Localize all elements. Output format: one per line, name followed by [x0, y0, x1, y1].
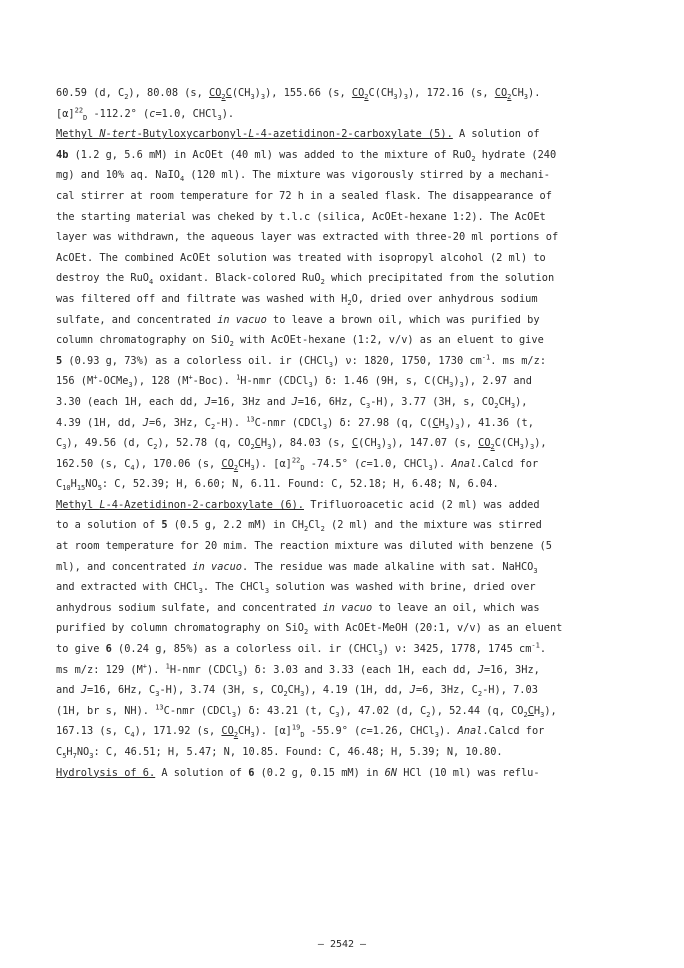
text-line	[56, 355, 656, 376]
text-run: 156 (M	[56, 375, 94, 388]
text-run: C	[351, 437, 359, 450]
text-run: +	[188, 373, 193, 382]
text-run: H-nmr (CDCl	[240, 375, 309, 388]
text-run: C	[56, 478, 63, 491]
text-run: C(CH	[494, 437, 520, 450]
text-run: 4b	[56, 148, 69, 161]
text-line	[56, 128, 656, 149]
text-run: 3	[308, 381, 313, 390]
text-run: =1.0, CHCl	[366, 457, 429, 470]
text-run: +	[93, 373, 98, 382]
text-run: =1.0, CHCl	[155, 107, 218, 120]
text-run: Anal	[451, 457, 477, 470]
text-run: 1	[165, 662, 170, 671]
text-run: 2	[303, 628, 309, 637]
text-run: ).	[528, 87, 541, 99]
text-run: CH	[238, 457, 251, 470]
text-run: +	[142, 662, 148, 671]
text-run: to leave an oil, which was	[372, 601, 540, 614]
text-run: 5	[97, 484, 102, 493]
text-run: in vacuo	[322, 601, 373, 614]
text-run: ) ν: 3425, 1778, 1745 cm	[382, 643, 532, 656]
text-run: C	[254, 437, 261, 450]
text-run: 4	[130, 731, 135, 740]
text-run: in vacuo	[217, 313, 267, 326]
text-run: column chromatography on SiO	[56, 334, 230, 347]
text-run: 2	[347, 298, 352, 307]
text-run: c	[149, 107, 156, 120]
text-run: 3	[393, 93, 398, 102]
text-run: hydrate (240	[475, 148, 557, 161]
text-run: to give	[56, 643, 106, 656]
text-run: CO	[351, 87, 365, 99]
text-line	[56, 705, 656, 726]
text-run: 2	[233, 731, 239, 740]
text-run: was filtered off and filtrate was washed with H	[56, 292, 348, 305]
text-line	[56, 396, 656, 417]
text-run: . The residue was made alkaline with sat. NaHCO	[242, 560, 534, 573]
text-run: ), 172.16 (s,	[407, 87, 495, 99]
text-run: 4	[130, 463, 135, 472]
text-run: H	[70, 478, 77, 491]
text-run: 5	[62, 752, 67, 761]
text-run: -55.9° (	[304, 725, 361, 738]
text-run: 3	[264, 587, 270, 596]
text-run: 3	[510, 401, 516, 410]
text-run: ), 80.08 (s,	[128, 87, 210, 99]
text-run: 4	[149, 278, 154, 287]
text-line	[56, 437, 656, 458]
text-line	[56, 746, 656, 767]
text-run: -OCMe	[97, 375, 129, 388]
text-run: H	[260, 437, 268, 450]
text-run: Anal	[457, 725, 483, 738]
text-run: -1	[531, 641, 540, 650]
text-run: ) δ: 27.98 (q, C(	[327, 416, 433, 429]
text-run: ). [α]	[254, 725, 292, 738]
text-run: D	[300, 463, 305, 472]
text-run: D	[83, 113, 88, 122]
text-run: HCl (10 ml) was reflu-	[397, 766, 540, 779]
text-run: ) ν: 1820, 1750, 1730 cm	[333, 354, 482, 367]
text-run: : C, 46.51; H, 5.47; N, 10.85. Found: C, 46.48; H, 5.39; N, 10.80.	[93, 746, 503, 758]
text-run: 3	[387, 443, 392, 452]
text-run: 2	[153, 443, 158, 452]
text-run: 6	[105, 643, 112, 656]
text-run: CH	[287, 684, 301, 697]
text-run: CH	[498, 395, 511, 408]
text-run: -1	[481, 353, 491, 362]
text-run: 2	[124, 93, 129, 102]
text-line	[56, 375, 656, 396]
text-run: in vacuo	[192, 560, 242, 573]
text-run: J	[142, 416, 149, 429]
text-line	[56, 149, 656, 170]
text-run: 2	[494, 401, 499, 410]
text-run: ). [α]	[254, 457, 292, 470]
text-line	[56, 108, 656, 129]
text-run: A solution of	[452, 128, 540, 141]
text-run: )	[449, 416, 456, 429]
text-run: 3	[459, 381, 464, 390]
text-run: )	[453, 375, 460, 388]
text-run: -4-Azetidinon-2-carboxylate (6).	[105, 498, 304, 511]
text-run: O, dried over anhydrous sodium	[351, 292, 538, 305]
text-run: ), 52.44 (q, CO	[430, 704, 524, 717]
text-run: ms m/z: 129 (M	[56, 663, 143, 676]
text-run: . The CHCl	[202, 581, 265, 594]
text-line	[56, 602, 656, 623]
text-line	[56, 561, 656, 582]
text-run: which precipitated from the solution	[324, 272, 555, 285]
text-line	[56, 664, 656, 685]
text-run: oxidant. Black-colored RuO	[153, 272, 321, 285]
text-run: ), 171.92 (s,	[134, 725, 222, 738]
text-run: -H), 3.77 (3H, s, CO	[370, 395, 495, 408]
text-line	[56, 252, 656, 273]
text-run: 3	[238, 669, 243, 678]
text-run: 3	[378, 649, 383, 658]
text-run: H	[438, 416, 445, 429]
text-run: 22	[291, 456, 301, 465]
text-run: ), 128 (M	[132, 375, 189, 388]
text-run: 3	[217, 113, 222, 122]
text-run: Methyl	[56, 128, 100, 141]
text-run: 2	[233, 463, 239, 472]
text-run: C	[432, 416, 439, 429]
text-run: 2	[523, 710, 528, 719]
text-run: (120 ml). The mixture was vigorously stirred by a mechani-	[184, 169, 550, 182]
text-run: 3	[89, 752, 94, 761]
text-run: 3	[322, 422, 328, 431]
text-line	[56, 314, 656, 335]
text-run: )	[397, 87, 404, 99]
text-run: 5	[56, 354, 63, 367]
text-run: 3	[128, 381, 133, 390]
text-line	[56, 169, 656, 190]
text-run: J	[291, 395, 298, 408]
text-run: 2	[303, 525, 309, 534]
text-run: (0.24 g, 85%) as a colorless oil. ir (CHCl	[111, 643, 379, 656]
text-run: -Boc).	[192, 375, 237, 388]
text-run: 3	[267, 443, 272, 452]
text-run: ), 4.19 (1H, dd,	[304, 684, 410, 697]
text-run: 2	[471, 154, 476, 163]
text-line	[56, 499, 656, 520]
text-run: N-tert	[99, 128, 137, 141]
text-run: J	[80, 684, 88, 697]
body-text	[56, 87, 656, 787]
text-run: purified by column chromatography on SiO	[56, 622, 304, 635]
text-run: to a solution of	[56, 519, 162, 532]
text-run: 3	[428, 463, 433, 472]
text-run: 3	[403, 93, 408, 102]
text-run: 6	[384, 766, 391, 779]
text-run: (1.2 g, 5.6 mM) in AcOEt (40 ml) was added to the mixture of RuO	[68, 148, 472, 161]
text-run: -4-azetidinon-2-carboxylate (5).	[254, 128, 453, 141]
text-run: 3.30 (each 1H, each dd,	[56, 395, 205, 408]
text-run: 2	[507, 93, 512, 102]
text-run: .Calcd for	[482, 725, 545, 738]
text-run: 13	[155, 703, 164, 712]
text-run: ), 41.36 (t,	[459, 416, 534, 429]
text-line	[56, 334, 656, 355]
text-run: C-nmr (CDCl	[163, 704, 232, 717]
text-run: L	[99, 498, 106, 511]
text-run: ) δ: 3.03 and 3.33 (each 1H, each dd,	[242, 663, 478, 676]
text-run: . ms m/z:	[490, 354, 547, 367]
text-run: ), 47.02 (d, C	[339, 704, 427, 717]
text-run: ).	[221, 107, 235, 120]
text-run: layer was withdrawn, the aqueous layer was extracted with three-20 ml portions of	[56, 231, 559, 244]
text-run: ), 52.78 (q, CO	[157, 437, 251, 450]
text-run: N	[390, 766, 397, 779]
text-run: to leave a brown oil, which was purified by	[266, 313, 540, 326]
text-line	[56, 458, 656, 479]
text-run: =16, 6Hz, C	[297, 395, 366, 408]
text-run: 3	[335, 710, 340, 719]
text-run: (0.93 g, 73%) as a colorless oil. ir (CHCl	[62, 354, 329, 367]
text-run: NO	[85, 478, 98, 491]
text-line	[56, 540, 656, 561]
text-run: )	[380, 437, 388, 450]
text-line	[56, 190, 656, 211]
text-run: 1	[236, 373, 241, 382]
text-line	[56, 417, 656, 438]
text-run: (CH	[231, 87, 251, 99]
text-run: =6, 3Hz, C	[149, 416, 211, 429]
text-run: with AcOEt-hexane (1:2, v/v) as an eluent to give	[233, 334, 544, 347]
text-line	[56, 293, 656, 314]
text-run: -H).	[215, 416, 247, 429]
text-run: 5	[161, 519, 168, 532]
text-run: 2	[320, 278, 325, 287]
text-run: destroy the RuO	[56, 272, 149, 285]
text-run: ), 147.07 (s,	[391, 437, 479, 450]
text-run: (CH	[358, 437, 377, 450]
text-run: 3	[519, 443, 524, 452]
text-run: [α]	[56, 107, 75, 120]
text-run: mg) and 10% aq. NaIO	[56, 169, 180, 182]
text-run: -74.5° (	[304, 457, 361, 470]
text-line	[56, 211, 656, 232]
text-run: 2	[229, 340, 234, 349]
text-line	[56, 231, 656, 252]
text-run: -Butyloxycarbonyl-	[136, 128, 249, 141]
text-run: 2	[477, 690, 483, 699]
text-run: C	[56, 746, 63, 758]
text-run: .Calcd for	[476, 457, 539, 470]
text-run: NO	[76, 746, 90, 758]
text-run: =1.26, CHCl	[366, 725, 435, 738]
text-run: (1H, br s, NH).	[56, 704, 156, 717]
text-run: 167.13 (s, C	[56, 725, 131, 738]
text-run: ), 84.03 (s,	[271, 437, 352, 450]
text-run: 2	[211, 422, 216, 431]
text-run: C	[527, 704, 534, 717]
text-run: : C, 52.39; H, 6.60; N, 6.11. Found: C, 52.18; H, 6.48; N, 6.04.	[101, 478, 499, 491]
text-run: )	[254, 87, 261, 99]
text-line	[56, 725, 656, 746]
text-run: 60.59 (d, C	[56, 87, 125, 99]
text-run: C-nmr (CDCl	[254, 416, 323, 429]
text-run: 3	[250, 731, 255, 740]
text-line	[56, 581, 656, 602]
text-run: ), 170.06 (s,	[134, 457, 222, 470]
text-run: ),	[534, 437, 547, 450]
text-run: =16, 3Hz,	[484, 663, 540, 676]
text-run: cal stirrer at room temperature for 72 h in a sealed flask. The disappearance of	[56, 189, 552, 202]
text-run: =16, 6Hz, C	[87, 684, 156, 697]
text-run: 4	[180, 175, 185, 184]
text-run: solution was washed with brine, dried over	[269, 581, 536, 594]
text-line	[56, 272, 656, 293]
text-run: and	[56, 684, 81, 697]
text-run: =6, 3Hz, C	[415, 684, 478, 697]
text-run: (2 ml) and the mixture was stirred	[324, 519, 542, 532]
text-run: ),	[544, 704, 557, 717]
text-run: Methyl	[56, 498, 100, 511]
text-run: ) δ: 1.46 (9H, s, C(CH	[312, 375, 450, 388]
text-run: 3	[300, 690, 305, 699]
text-run: and extracted with CHCl	[56, 581, 199, 594]
text-run: 3	[250, 93, 255, 102]
text-run: c	[360, 725, 367, 738]
text-run: 3	[523, 93, 529, 102]
text-run: (0.5 g, 2.2 mM) in CH	[167, 519, 304, 532]
text-run: with AcOEt-MeOH (20:1, v/v) as an eluent	[308, 622, 563, 635]
text-run: C	[56, 437, 63, 450]
text-run: ) δ: 43.21 (t, C	[236, 704, 336, 717]
text-run: CO	[478, 437, 491, 450]
text-run: -112.2° (	[87, 107, 150, 120]
text-run: H	[533, 704, 541, 717]
text-run: ).	[432, 457, 452, 470]
text-run: 3	[449, 381, 454, 390]
text-run: 3	[376, 443, 381, 452]
text-run: ml), and concentrated	[56, 560, 193, 573]
text-run: 3	[231, 710, 237, 719]
text-line	[56, 87, 656, 108]
text-run: 3	[250, 463, 255, 472]
text-line	[56, 684, 656, 705]
text-run: 3	[198, 587, 203, 596]
text-run: .	[539, 643, 547, 656]
text-run: 162.50 (s, C	[56, 457, 131, 470]
text-run: ).	[147, 663, 166, 676]
text-run: 7	[72, 752, 77, 761]
text-line	[56, 622, 656, 643]
text-run: CO	[221, 457, 234, 470]
text-run: the starting material was cheked by t.l.c (silica, AcOEt-hexane 1:2). The AcOEt	[56, 210, 546, 223]
text-run: -H), 3.74 (3H, s, CO	[159, 684, 284, 697]
text-run: H	[66, 746, 73, 758]
text-run: C	[225, 87, 232, 99]
text-line	[56, 478, 656, 499]
text-run: ),	[515, 395, 528, 408]
text-run: H-nmr (CDCl	[169, 663, 239, 676]
text-run: 2	[283, 690, 288, 699]
text-line	[56, 767, 656, 788]
text-run: ).	[438, 725, 458, 738]
text-run: 3	[260, 93, 266, 102]
text-run: 2	[364, 93, 369, 102]
text-run: 3	[328, 360, 333, 369]
text-run: (0.2 g, 0.15 mM) in	[254, 766, 385, 779]
text-run: D	[300, 731, 305, 740]
text-run: 13	[246, 415, 255, 424]
text-run: 6	[248, 766, 255, 779]
text-run: 4.39 (1H, dd,	[56, 416, 143, 429]
text-run: 3	[366, 401, 371, 410]
text-run: ), 155.66 (s,	[265, 87, 352, 99]
text-run: CO	[209, 87, 222, 99]
text-run: 2	[250, 443, 255, 452]
text-run: J	[204, 395, 211, 408]
text-run: 22	[74, 106, 84, 115]
text-run: at room temperature for 20 mim. The reaction mixture was diluted with benzene (5	[56, 540, 552, 553]
text-run: 15	[76, 484, 86, 493]
text-run: 3	[62, 443, 67, 452]
text-run: 3	[155, 690, 160, 699]
text-run: ), 2.97 and	[463, 375, 532, 388]
text-run: 2	[221, 93, 226, 102]
text-run: 2	[426, 710, 431, 719]
text-run: C(CH	[368, 87, 394, 99]
text-run: anhydrous sodium sulfate, and concentrated	[56, 601, 323, 614]
text-run: 19	[291, 723, 301, 732]
text-run: 3	[533, 566, 538, 575]
text-run: 3	[529, 443, 535, 452]
text-run: -H), 7.03	[482, 684, 538, 697]
text-run: Trifluoroacetic acid (2 ml) was added	[304, 498, 540, 511]
text-run: CO	[494, 87, 508, 99]
text-run: 3	[455, 422, 460, 431]
text-run: 2	[320, 525, 325, 534]
text-run: J	[477, 663, 485, 676]
page-number: — 2542 —	[317, 939, 367, 950]
text-run: CH	[511, 87, 524, 99]
text-run: 2	[490, 443, 495, 452]
text-run: Hydrolysis of 6.	[56, 766, 156, 779]
text-run: CO	[221, 725, 234, 738]
text-run: CH	[238, 725, 251, 738]
text-line	[56, 643, 656, 664]
text-run: )	[523, 437, 530, 450]
text-run: A solution of	[155, 766, 249, 779]
text-run: L	[248, 128, 255, 141]
text-run: AcOEt. The combined AcOEt solution was treated with isopropyl alcohol (2 ml) to	[56, 251, 546, 264]
text-run: c	[360, 457, 367, 470]
text-run: 10	[62, 484, 71, 493]
text-run: sulfate, and concentrated	[56, 313, 218, 326]
text-line	[56, 519, 656, 540]
text-run: Cl	[308, 519, 321, 532]
text-run: 3	[444, 422, 450, 431]
text-run: ), 49.56 (d, C	[66, 437, 154, 450]
text-run: =16, 3Hz and	[211, 395, 292, 408]
text-run: J	[409, 684, 416, 697]
text-run: 3	[434, 731, 439, 740]
text-run: 3	[540, 710, 545, 719]
